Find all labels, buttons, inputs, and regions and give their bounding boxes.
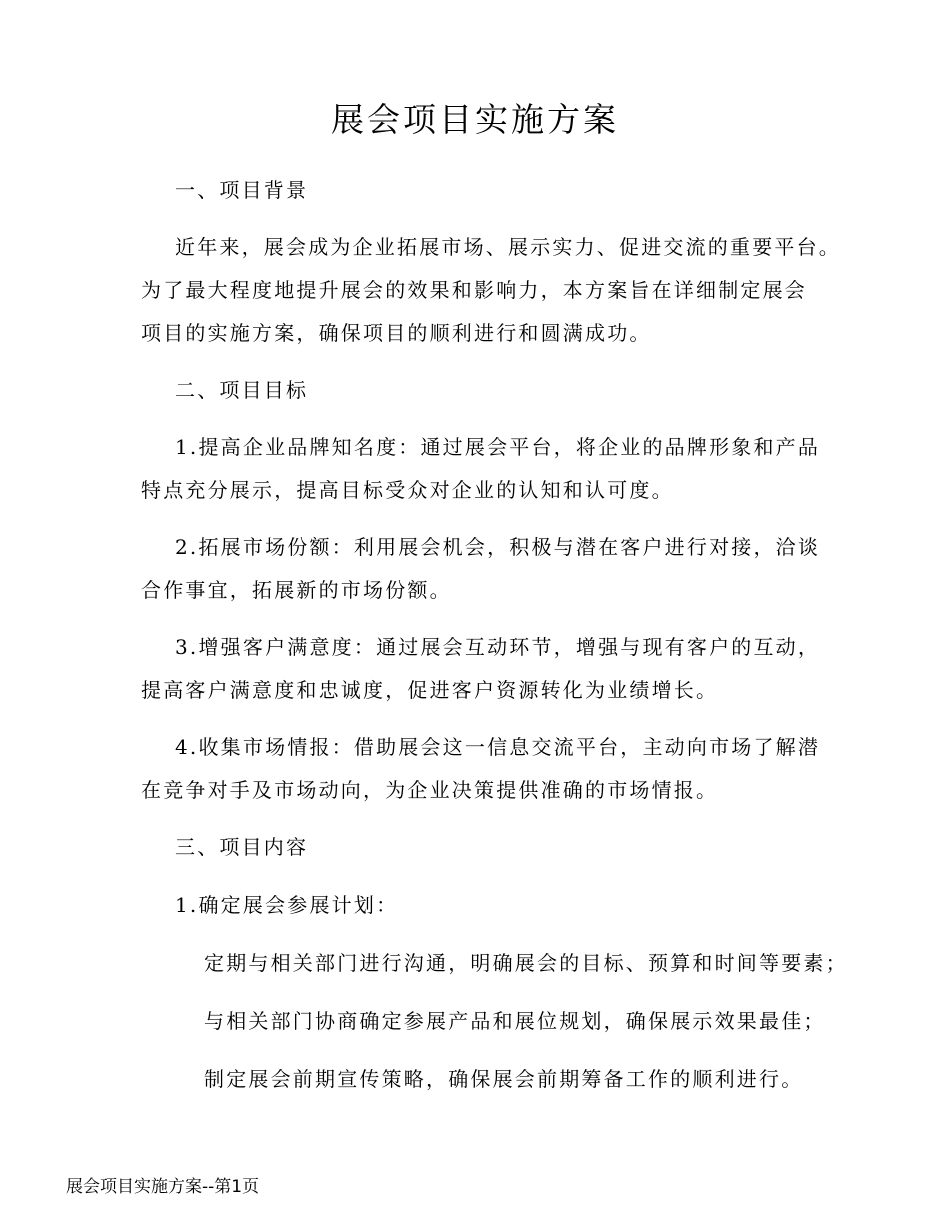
goal-item-line: 3.增强客户满意度：通过展会互动环节，增强与现有客户的互动， bbox=[175, 635, 821, 659]
content-item-heading: 1.确定展会参展计划： bbox=[175, 893, 399, 917]
goal-item-line: 提高客户满意度和忠诚度，促进客户资源转化为业绩增长。 bbox=[141, 678, 719, 702]
paragraph-line: 项目的实施方案，确保项目的顺利进行和圆满成功。 bbox=[141, 321, 652, 345]
document-title: 展会项目实施方案 bbox=[331, 100, 619, 139]
content-item-line: 制定展会前期宣传策略，确保展会前期筹备工作的顺利进行。 bbox=[204, 1067, 804, 1091]
goal-item-line: 4.收集市场情报：借助展会这一信息交流平台，主动向市场了解潜 bbox=[175, 735, 821, 759]
paragraph-line: 为了最大程度地提升展会的效果和影响力，本方案旨在详细制定展会 bbox=[141, 278, 807, 302]
goal-item-line: 特点充分展示，提高目标受众对企业的认知和认可度。 bbox=[141, 478, 674, 502]
section-heading-goals: 二、项目目标 bbox=[175, 378, 309, 402]
goal-item-line: 合作事宜，拓展新的市场份额。 bbox=[141, 578, 452, 602]
section-heading-content: 三、项目内容 bbox=[175, 835, 309, 859]
goal-item-line: 在竞争对手及市场动向，为企业决策提供准确的市场情报。 bbox=[141, 778, 719, 802]
goal-item-line: 2.拓展市场份额：利用展会机会，积极与潜在客户进行对接，洽谈 bbox=[175, 535, 821, 559]
section-heading-background: 一、项目背景 bbox=[175, 178, 309, 202]
page-footer: 展会项目实施方案--第1页 bbox=[66, 1177, 260, 1197]
paragraph-line: 近年来，展会成为企业拓展市场、展示实力、促进交流的重要平台。 bbox=[175, 235, 841, 259]
content-item-line: 与相关部门协商确定参展产品和展位规划，确保展示效果最佳； bbox=[204, 1009, 826, 1033]
content-item-line: 定期与相关部门进行沟通，明确展会的目标、预算和时间等要素； bbox=[204, 951, 848, 975]
goal-item-line: 1.提高企业品牌知名度：通过展会平台，将企业的品牌形象和产品 bbox=[175, 435, 821, 459]
